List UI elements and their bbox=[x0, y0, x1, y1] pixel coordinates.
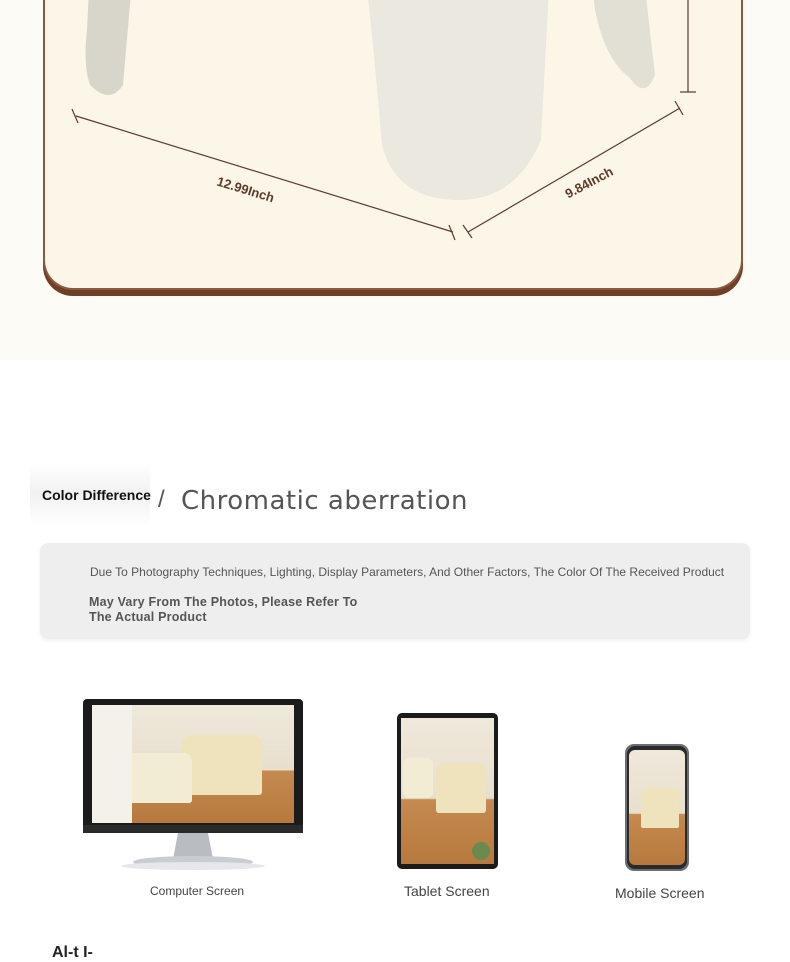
note-text-line2: May Vary From The Photos, Please Refer To The Actual Product bbox=[89, 595, 358, 624]
stool-center-leg bbox=[365, 0, 550, 200]
tablet-screen-photo bbox=[401, 718, 494, 864]
depth-dimension-tick-left bbox=[463, 225, 472, 238]
mobile-screen-photo bbox=[629, 750, 685, 865]
width-dimension-label: 12.99Inch bbox=[215, 173, 277, 206]
heading-badge-label: Color Difference bbox=[42, 487, 151, 503]
stool-left-leg bbox=[86, 0, 133, 95]
plant-image bbox=[472, 842, 490, 860]
heading-title: Chromatic aberration bbox=[181, 486, 468, 516]
color-difference-note bbox=[40, 543, 750, 639]
next-section-heading: Al-t I- bbox=[52, 944, 93, 961]
stool-right-leg bbox=[590, 0, 655, 88]
stool-image bbox=[182, 735, 262, 795]
mobile-screen-label: Mobile Screen bbox=[615, 885, 705, 901]
tablet-screen-device bbox=[397, 713, 498, 869]
depth-dimension-tick-right bbox=[675, 101, 683, 115]
width-dimension-tick-right bbox=[449, 225, 455, 240]
heading-separator: / bbox=[158, 486, 165, 513]
stool-image bbox=[436, 763, 486, 813]
product-dimension-section bbox=[0, 0, 790, 360]
tablet-screen-label: Tablet Screen bbox=[404, 883, 490, 899]
note-text-line1: Due To Photography Techniques, Lighting, Display Parameters, And Other Factors, The Color Of The Received Product bbox=[90, 565, 725, 579]
mobile-screen-device bbox=[625, 744, 689, 871]
stool-image bbox=[403, 758, 433, 798]
curtain-image bbox=[92, 705, 132, 823]
color-difference-heading bbox=[30, 462, 730, 524]
computer-screen-device bbox=[83, 699, 303, 874]
monitor-screen-photo bbox=[92, 705, 294, 823]
stool-image bbox=[122, 753, 192, 803]
stool-dimension-illustration bbox=[45, 0, 743, 290]
computer-screen-label: Computer Screen bbox=[150, 884, 245, 898]
depth-dimension-label: 9.84Inch bbox=[562, 163, 616, 202]
stool-image bbox=[641, 788, 679, 828]
product-dimension-card bbox=[43, 0, 743, 290]
